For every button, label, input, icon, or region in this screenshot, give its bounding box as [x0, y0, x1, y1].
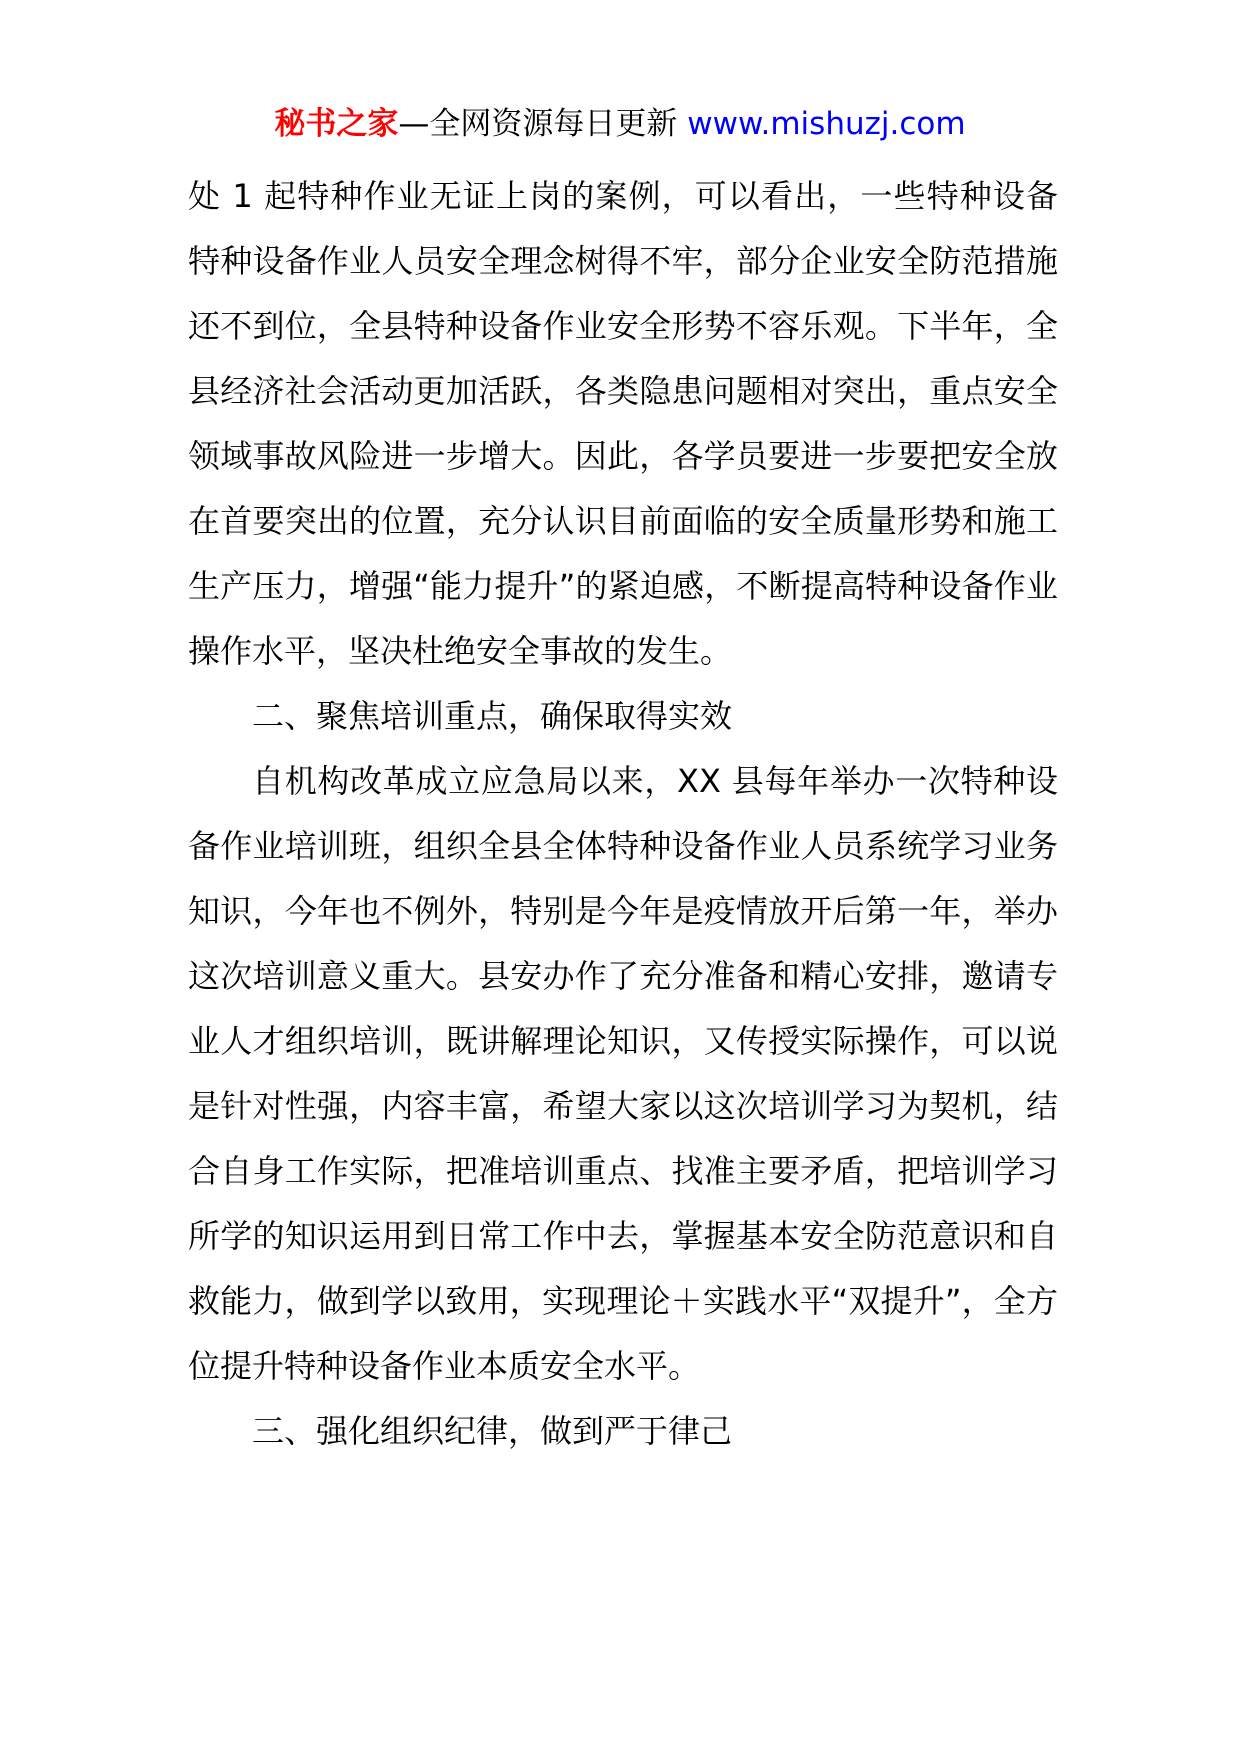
paragraph-continuation: 处 1 起特种作业无证上岗的案例，可以看出，一些特种设备特种设备作业人员安全理念树得不牢，部分企业安全防范措施还不到位，全县特种设备作业安全形势不容乐观。下半年，全县经济社会活动更加活跃，各类隐患问题相对突出，重点安全领域事故风险进一步增大。因此，各学员要进一步要把安全放在首要突出的位置，充分认识目前面临的安全质量形势和施工生产压力，增强“能力提升”的紧迫感，不断提高特种设备作业操作水平，坚决杜绝安全事故的发生。 — [188, 177, 1058, 670]
header-url-link[interactable]: www.mishuzj.com — [687, 106, 966, 142]
document-body — [188, 164, 1058, 1464]
section-heading-3: 三、强化组织纪律，做到严于律己 — [252, 1412, 733, 1450]
paragraph-section-2: 自机构改革成立应急局以来，XX 县每年举办一次特种设备作业培训班，组织全县全体特种设备作业人员系统学习业务知识，今年也不例外，特别是今年是疫情放开后第一年，举办这次培训意义重大。县安办作了充分准备和精心安排，邀请专业人才组织培训，既讲解理论知识，又传授实际操作，可以说是针对性强，内容丰富，希望大家以这次培训学习为契机，结合自身工作实际，把准培训重点、找准主要矛盾，把培训学习所学的知识运用到日常工作中去，掌握基本安全防范意识和自救能力，做到学以致用，实现理论＋实践水平“双提升”，全方位提升特种设备作业本质安全水平。 — [188, 762, 1058, 1385]
section-heading-2: 二、聚焦培训重点，确保取得实效 — [252, 697, 733, 735]
header-tagline: —全网资源每日更新 — [398, 106, 678, 142]
page-header — [0, 102, 1240, 146]
header-brand: 秘书之家 — [274, 106, 399, 142]
